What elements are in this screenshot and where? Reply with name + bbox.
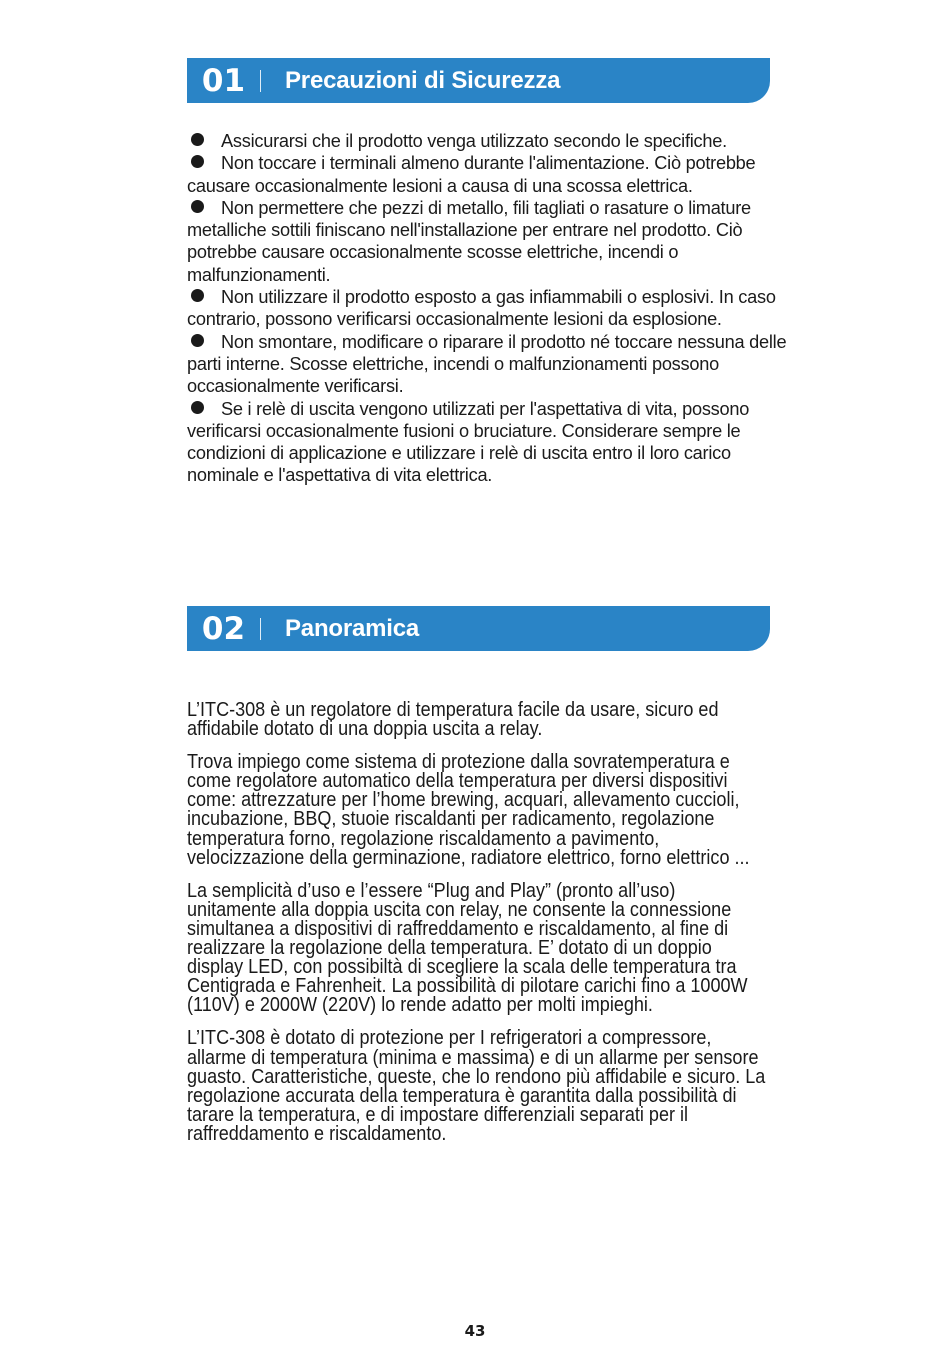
- divider: [260, 618, 261, 640]
- section-header-safety: [187, 58, 770, 103]
- list-item: [187, 286, 797, 331]
- list-item-text: Non utilizzare il prodotto esposto a gas infiammabili o esplosivi. In caso contrario, possono verificarsi occasionalmente lesioni da esplosione.: [187, 287, 776, 330]
- bullet-icon: [191, 200, 204, 213]
- safety-list: [187, 130, 797, 487]
- paragraph: L’ITC-308 è dotato di protezione per I refrigeratori a compressore, allarme di temperatura (minima e massima) e di un allarme per sensore guasto. Caratteristiche, queste, che lo rendono più affidabile e sicuro. La regolazione accurata della temperatura è garantita dalla possibilità di tarare la temperatura, e di impostare differenziali separati per il raffreddamento e riscaldamento.: [187, 1026, 766, 1145]
- list-item-text: Non smontare, modificare o riparare il prodotto né toccare nessuna delle parti interne. Scosse elettriche, incendi o malfunzionamenti possono occasionalmente verificarsi.: [187, 331, 787, 397]
- paragraph: Trova impiego come sistema di protezione dalla sovratemperatura e come regolatore automatico della temperatura per diversi dispositivi come: attrezzature per l’home brewing, acquari, allevamento cuccioli, incubazione, BBQ, stuoie riscaldanti per radicamento, regolazione temperatura forno, regolazione riscaldamento a pavimento, velocizzazione della germinazione, radiatore elettrico, forno elettrico ...: [187, 750, 750, 869]
- divider: [260, 70, 261, 92]
- page-number: 43: [464, 1322, 486, 1340]
- list-item-text: Non permettere che pezzi di metallo, fili tagliati o rasature o limature metalliche sottili finiscano nell'installazione per entrare nel prodotto. Ciò potrebbe causare occasionalmente scosse elettriche, incendi o malfunzionamenti.: [187, 197, 751, 285]
- list-item-text: Assicurarsi che il prodotto venga utilizzato secondo le specifiche.: [221, 131, 727, 151]
- bullet-icon: [191, 289, 204, 302]
- bullet-icon: [191, 155, 204, 168]
- overview-text: [187, 698, 766, 1157]
- section-number: 02: [201, 610, 246, 647]
- list-item-text: Non toccare i terminali almeno durante l'alimentazione. Ciò potrebbe causare occasionalmente lesioni a causa di una scossa elettrica.: [187, 153, 756, 196]
- bullet-icon: [191, 334, 204, 347]
- list-item: [187, 152, 797, 197]
- section-title: Precauzioni di Sicurezza: [285, 66, 561, 94]
- section-title: Panoramica: [285, 614, 420, 642]
- bullet-icon: [191, 133, 204, 146]
- paragraph: L’ITC-308 è un regolatore di temperatura facile da usare, sicuro ed affidabile dotato di una doppia uscita a relay.: [187, 698, 719, 741]
- list-item: [187, 331, 797, 398]
- section-header-overview: [187, 606, 770, 651]
- paragraph: La semplicità d’uso e l’essere “Plug and Play” (pronto all’uso) unitamente alla doppia uscita con relay, ne consente la connessione simultanea a dispositivi di raffreddamento e riscaldamento, al fine di realizzare la regolazione della temperatura. E’ dotato di un doppio display LED, con possibiltà di scegliere la scala delle temperatura tra Centigrada e Fahrenheit. La possibilità di pilotare carichi fino a 1000W (110V) e 2000W (220V) lo rende adatto per molti impieghi.: [187, 878, 748, 1017]
- list-item: [187, 197, 797, 286]
- list-item: [187, 398, 797, 487]
- list-item-text: Se i relè di uscita vengono utilizzati per l'aspettativa di vita, possono verificarsi occasionalmente fusioni o bruciature. Considerare sempre le condizioni di applicazione e utilizzare i relè di uscita entro il loro carico nominale e l'aspettativa di vita elettrica.: [187, 398, 750, 486]
- list-item: [187, 130, 797, 152]
- bullet-icon: [191, 401, 204, 414]
- section-number: 01: [201, 62, 246, 99]
